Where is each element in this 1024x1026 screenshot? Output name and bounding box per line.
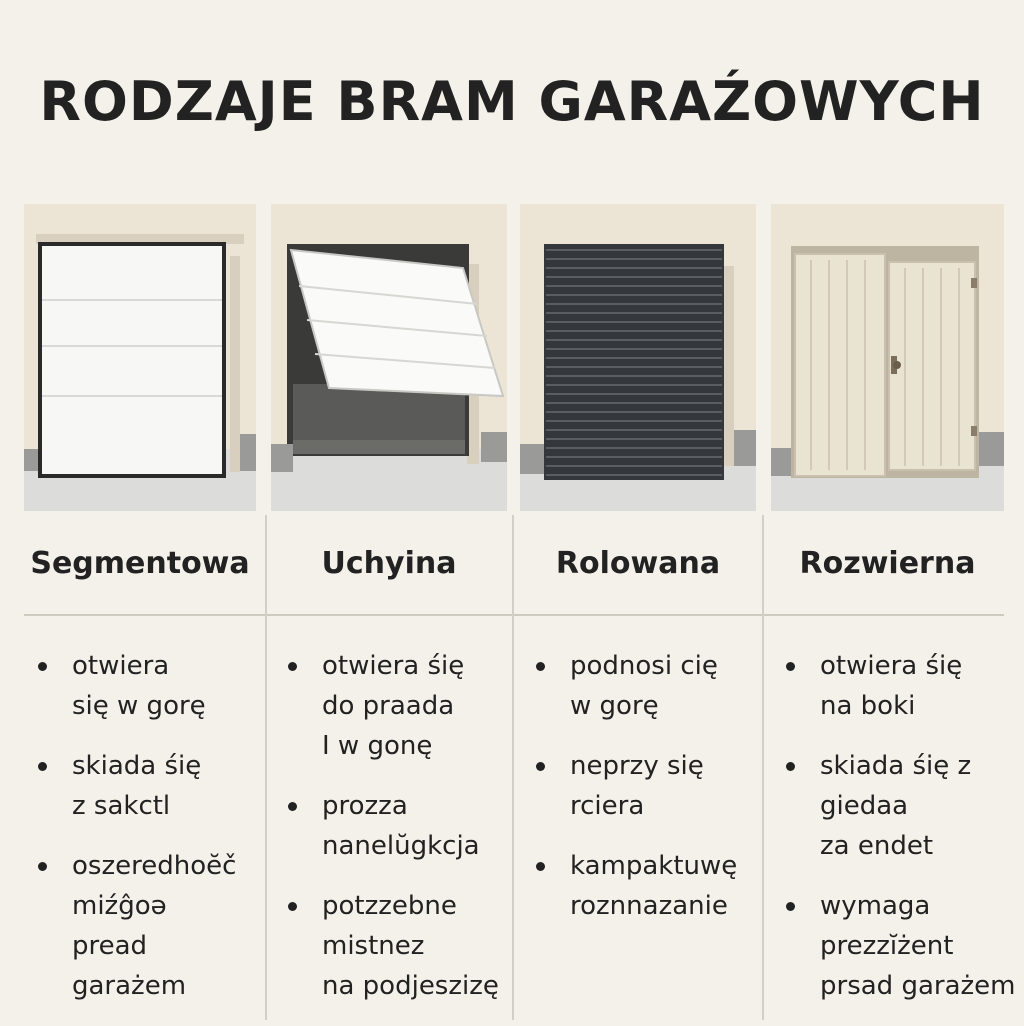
- column-name-rolowana: Rolowana: [555, 546, 721, 581]
- list-item: neprzy się rciera: [522, 746, 760, 826]
- list-item: skiada śię z giedaa za endet: [772, 746, 1022, 866]
- column-divider: [265, 515, 267, 1020]
- list-item: otwiera śię do praada I w gonę: [274, 646, 510, 766]
- bullet-list-rolowana: [522, 646, 760, 946]
- bullet-icon: [288, 662, 297, 671]
- bullet-list-segmentowa: [24, 646, 264, 1026]
- bullet-list-uchylna: [274, 646, 510, 1026]
- bullet-icon: [288, 902, 297, 911]
- list-item: prozza nanelŭgkcja: [274, 786, 510, 866]
- list-item: kampaktuwę roznnazanie: [522, 846, 760, 926]
- bullet-icon: [536, 762, 545, 771]
- bullet-icon: [786, 762, 795, 771]
- list-item: potzzebne mistnez na podjeszizę: [274, 886, 510, 1006]
- bullet-icon: [536, 662, 545, 671]
- list-item: otwiera śię na boki: [772, 646, 1022, 726]
- list-item: podnosi cię w gorę: [522, 646, 760, 726]
- swing-garage-door-icon: [771, 204, 1004, 511]
- tilting-garage-door-icon: [271, 204, 507, 511]
- bullet-icon: [288, 802, 297, 811]
- list-item: skiada śię z sakctl: [24, 746, 264, 826]
- bullet-icon: [38, 762, 47, 771]
- column-name-uchylna: Uchyina: [321, 546, 457, 581]
- bullet-icon: [38, 662, 47, 671]
- column-name-segmentowa: Segmentowa: [30, 546, 250, 581]
- page-title: RODZAJE BRAM GARAŹOWYCH: [39, 70, 985, 133]
- column-name-rozwierna: Rozwierna: [799, 546, 976, 581]
- sectional-garage-door-icon: [24, 204, 256, 511]
- list-item: otwiera się w gorę: [24, 646, 264, 726]
- bullet-icon: [536, 862, 545, 871]
- list-item: wymaga prezzĭżent prsad garażem: [772, 886, 1022, 1006]
- bullet-icon: [786, 902, 795, 911]
- bullet-list-rozwierna: [772, 646, 1022, 1026]
- column-divider: [512, 515, 514, 1020]
- roller-garage-door-icon: [520, 204, 756, 511]
- bullet-icon: [38, 862, 47, 871]
- column-divider: [762, 515, 764, 1020]
- header-divider: [24, 614, 1004, 616]
- bullet-icon: [786, 662, 795, 671]
- list-item: oszeredhoĕč miźĝoə pread garażem: [24, 846, 264, 1006]
